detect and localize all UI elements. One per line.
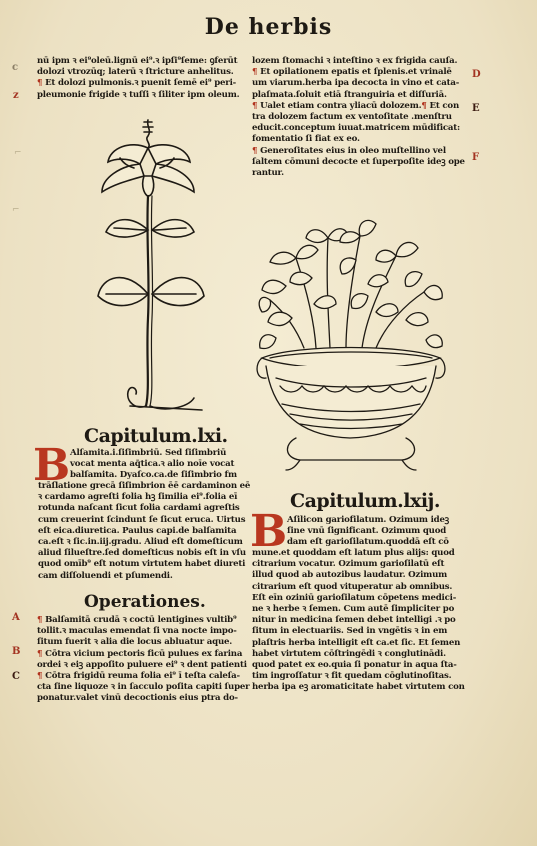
pilcrow-mark: ¶ — [37, 615, 43, 625]
text-line: ꝛ cardamo agreſti folia hꝫ ſimilia ei⁹.folia eī — [38, 492, 238, 503]
text-line: fomentatio ſi fiat ex eo. — [252, 134, 360, 145]
text-line: eſt eica.diuretica. Paulus capi.de balſamita — [38, 525, 237, 536]
text-line: mune.et quoddam eſt latum plus alijs: quod — [252, 548, 455, 558]
margin-letter-d: D — [472, 69, 481, 80]
text-line: tim ingroſſatur ꝛ fit quedam cōglutinoſitas. — [252, 671, 452, 682]
text-line: vocat menta aq̄tica.ꝛ alio noīe vocat — [70, 459, 235, 470]
text-line: ¶ Cōtra frigidū reuma folia ei⁹ ī teſta caleſa- — [37, 671, 240, 682]
chapter-heading: Capitulum.lxij. — [290, 490, 441, 512]
pilcrow-mark: ¶ — [252, 67, 258, 78]
text-line: ¶ Cōtra vicium pectoris ficū pulues ex farina — [37, 648, 243, 659]
bleed-mark: ⌐ — [14, 148, 22, 158]
text-line: ponatur.valet vinū decoctionis eius ptra do- — [37, 693, 238, 704]
operationes-text — [37, 615, 250, 705]
left-top-text — [37, 56, 240, 101]
text-line: nitur in medicina ſemen debet intelligi .ꝛ po — [252, 615, 456, 626]
chapter-61-text — [70, 448, 240, 482]
rubricated-initial: B — [33, 440, 71, 491]
text-line: ¶ Generoſitates eius in oleo muſtellino vel — [252, 145, 446, 156]
text-line: balſamita. Dyaſco.ca.de ſiſimbrio fm — [70, 470, 237, 481]
running-header: De herbis — [204, 14, 333, 40]
text-line: cam diſſoluendi et pſumendi. — [38, 570, 173, 581]
pilcrow-mark: ¶ — [37, 78, 43, 89]
woodcut-mint-plant — [90, 118, 210, 418]
pilcrow-mark: ¶ — [252, 100, 258, 111]
text-line: um viarum.herba ipa decocta in vino et cata- — [252, 78, 460, 89]
text-line: dolozi vtrozūq; laterū ꝛ ſtricture anhelitus. — [37, 67, 234, 78]
text-line: cta ſine liquoze ꝛ in ſacculo poſita capiti ſuper — [37, 682, 250, 693]
rubricated-initial: B — [250, 506, 288, 557]
text-line: Aſilicon gariofilatum. Ozimum ideꝫ — [287, 515, 449, 525]
text-line: pleumonie frigide ꝛ tuſſi ꝛ ſiliter ipm oleum. — [37, 89, 240, 100]
text-line: citrarium vocatur. Ozimum garioſilatū eſt — [252, 559, 445, 570]
margin-letter-a: A — [12, 612, 20, 623]
chapter-heading: Capitulum.lxi. — [84, 425, 228, 447]
text-line: quod omīb⁹ eſt notum virtutem habet diureti — [38, 559, 246, 570]
text-line: trāſlatione grecā ſiſimbrion ēē cardaminon eē — [38, 481, 251, 491]
text-line: dam eſt garioſilatum.quoddā eſt cō — [287, 537, 449, 548]
text-line: ¶ Et opilationem epatis et ſplenis.et vrinalē — [252, 67, 452, 78]
chapter-62-text-cont — [252, 548, 465, 694]
text-line: tollit.ꝛ maculas emendat ſi vna nocte impo- — [37, 626, 237, 637]
text-line: tra dolozem factum ex ventoſitate .menſtru — [252, 112, 452, 123]
text-line: plaſmata.ſoluit etiā ſtranguiria et diſſuriā. — [252, 89, 447, 100]
margin-letter-f: F — [472, 152, 480, 163]
text-line: lozem ſtomachi ꝛ inteſtino ꝛ ex frigida cauſa. — [252, 56, 458, 66]
text-line: ¶ Balſamitā crudā ꝛ coctū lentigines vultib⁹ — [37, 615, 237, 625]
text-line: Alſamita.i.ſiſimbriū. Sed ſiſimbriū — [70, 448, 227, 458]
pilcrow-mark: ¶ — [421, 100, 427, 111]
text-line: ſitum fuerit ꝛ alia die locus abluatur aque. — [37, 637, 233, 648]
text-line: ne ꝛ herbe ꝛ ſemen. Cum autē ſimpliciter po — [252, 604, 455, 615]
pilcrow-mark: ¶ — [37, 671, 43, 682]
text-line: ſine vnū ſignificant. Ozimum quod — [287, 526, 447, 537]
margin-mark: c — [12, 62, 19, 73]
text-line: plaſtris herba intelligit eſt ca.et ſic. Et ſemen — [252, 637, 461, 648]
text-line: illud quod ab autozibus laudatur. Ozimum — [252, 570, 448, 581]
right-top-text — [252, 56, 465, 179]
text-line: ſaltem cōmuni decocte et ſuperpoſite ideꝫ ope — [252, 156, 465, 167]
text-line: citrarium eſt quod vituperatur ab omnibus. — [252, 581, 453, 592]
operationes-heading: Operationes. — [84, 592, 206, 612]
text-line: ca.eſt ꝛ ſic.in.iij.gradu. Aliud eſt domeſticum — [38, 537, 243, 548]
margin-letter-z: z — [13, 90, 19, 101]
text-line: aliud ſilueſtre.ſed domeſticus nobis eſt in vſu — [38, 548, 246, 559]
text-line: rantur. — [252, 168, 284, 179]
text-line: Eſt eīn oziniū garioſilatum cōpetens medici- — [252, 592, 457, 603]
text-line: nū ipm ꝛ ei⁹oleū.lignū ei⁹.ꝛ ipſi⁹ſeme: ꝯferūt — [37, 56, 238, 66]
margin-letter-c: C — [12, 671, 20, 682]
text-line: ¶ Et dolozi pulmonis.ꝛ puenit ſemē ei⁹ peri- — [37, 78, 237, 89]
chapter-62-text — [287, 515, 465, 549]
text-line: educit.conceptum iuuat.matricem mūdificat: — [252, 123, 461, 134]
text-line: cum creuerint ſcindunt ſe ſicut eruca. Uirtus — [38, 514, 246, 525]
text-line: habet virtutem cōſtringēdi ꝛ conglutinādi. — [252, 648, 446, 659]
text-line: ¶ Ualet etiam contra yliacū dolozem.¶ Et con — [252, 100, 459, 111]
margin-letter-b: B — [12, 646, 21, 657]
text-line: rotunda naſcant ſicut folia cardami agreſtis — [38, 503, 240, 514]
woodcut-potted-basil — [256, 208, 446, 478]
text-line: herba ipa eꝫ aromaticitate habet virtutem con — [252, 682, 465, 693]
text-line: quod patet ex eo.quia ſi ponatur in aqua ſta- — [252, 660, 457, 671]
margin-letter-e: E — [472, 103, 480, 114]
chapter-61-text-cont — [38, 481, 251, 582]
text-line: ordei ꝛ eiꝫ appoſito puluere ei⁹ ꝛ dent patienti — [37, 659, 247, 670]
text-line: ſitum in electuariis. Sed in vngētis ꝛ in em — [252, 626, 448, 637]
pilcrow-mark: ¶ — [252, 145, 258, 156]
bleed-mark: ⌐ — [12, 205, 20, 215]
pilcrow-mark: ¶ — [37, 648, 43, 659]
